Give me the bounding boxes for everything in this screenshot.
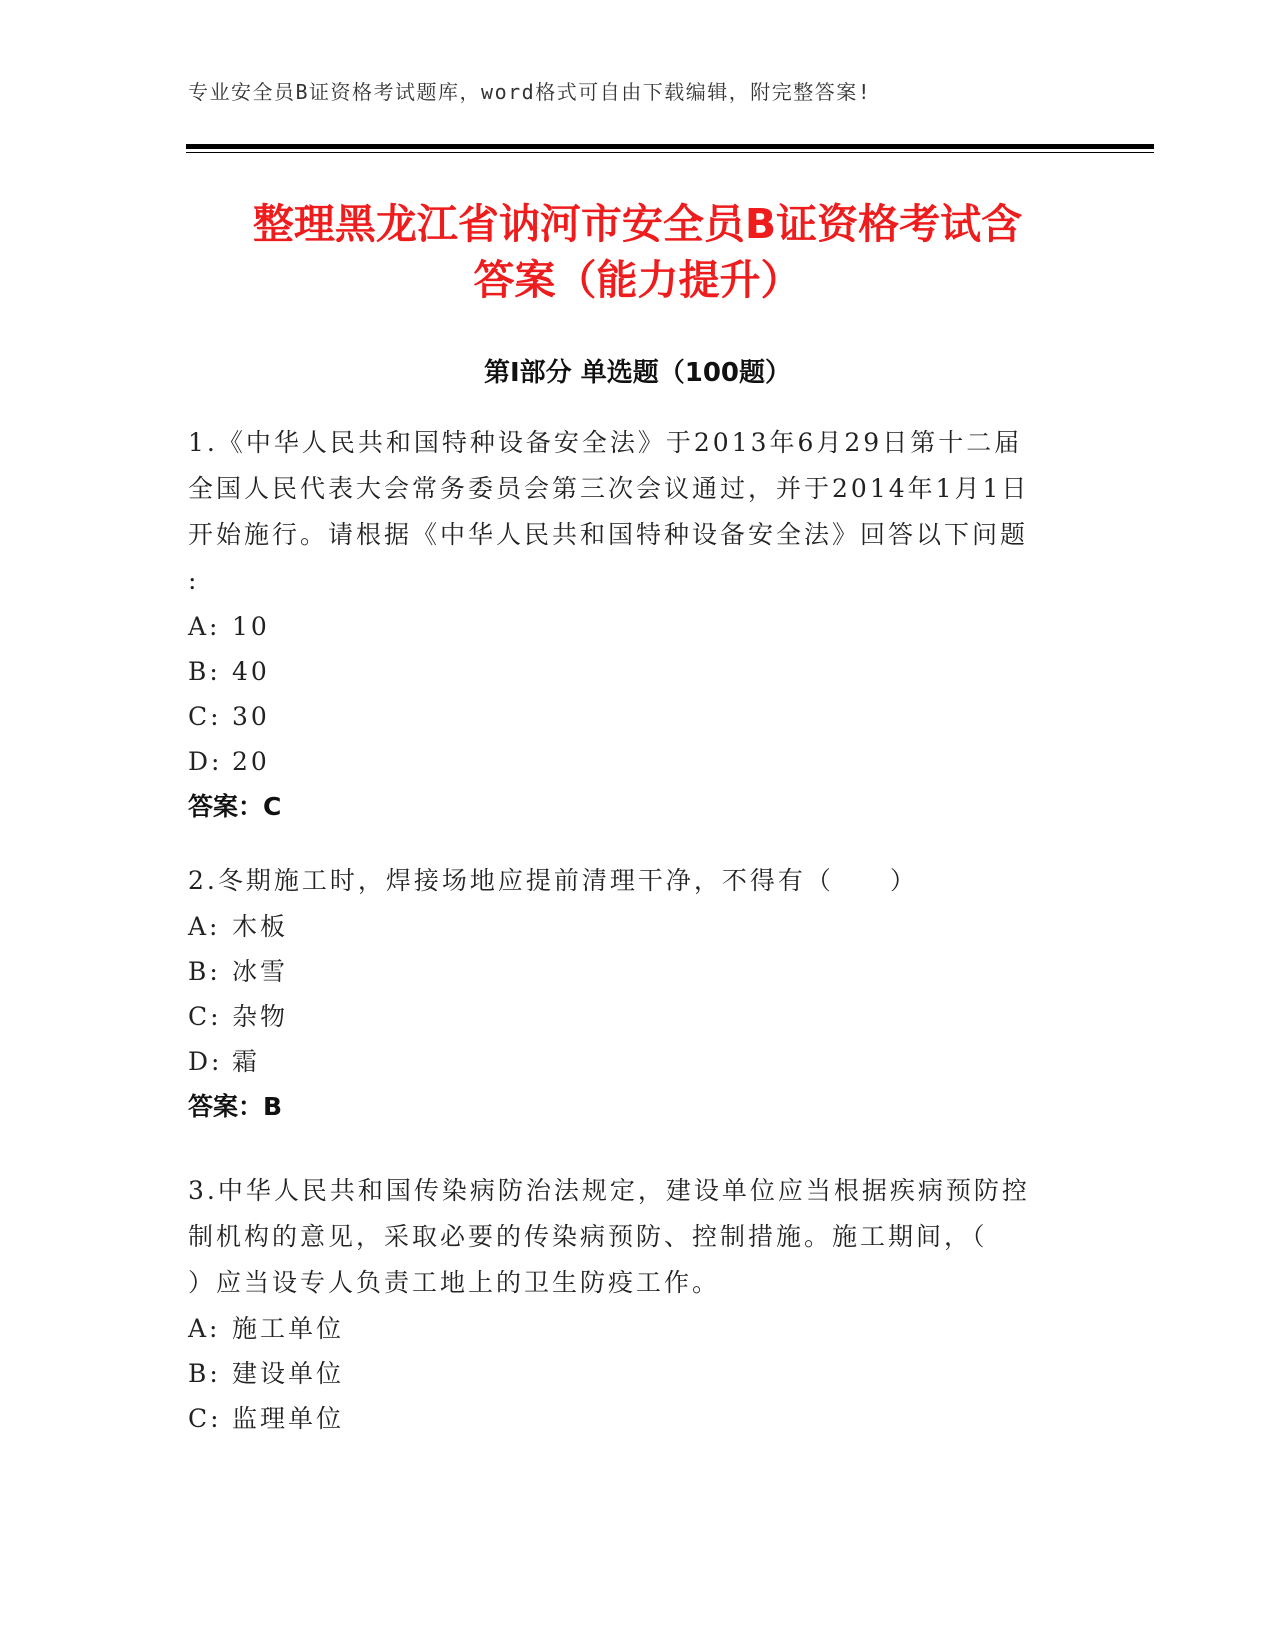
answer: 答案：B (188, 1092, 283, 1121)
option-key: C: (188, 702, 222, 731)
option-a (188, 1306, 1068, 1351)
option-value: 30 (232, 702, 270, 731)
option-key: A: (188, 612, 221, 641)
question-line: 开始施行。请根据《中华人民共和国特种设备安全法》回答以下问题 (188, 520, 1029, 549)
question-1 (188, 420, 1068, 830)
question-line: ）应当设专人负责工地上的卫生防疫工作。 (188, 1268, 721, 1297)
header-rule-thick (186, 144, 1154, 149)
option-key: C: (188, 1404, 222, 1433)
option-key: B: (188, 957, 221, 986)
option-value: 10 (232, 612, 270, 641)
option-value: 建设单位 (232, 1359, 345, 1388)
question-text (188, 1168, 1068, 1306)
option-c (188, 994, 1068, 1039)
document-title (150, 196, 1125, 308)
option-key: B: (188, 1359, 221, 1388)
option-value: 监理单位 (232, 1404, 345, 1433)
question-2 (188, 858, 1068, 1130)
option-a (188, 904, 1068, 949)
question-text (188, 858, 1068, 904)
option-c (188, 694, 1068, 739)
question-line: 3.中华人民共和国传染病防治法规定，建设单位应当根据疾病预防控 (188, 1176, 1030, 1205)
option-a (188, 604, 1068, 649)
answer: 答案：C (188, 792, 282, 821)
option-key: A: (188, 1314, 221, 1343)
question-text (188, 420, 1068, 604)
option-value: 冰雪 (232, 957, 289, 986)
option-key: D: (188, 1047, 223, 1076)
option-value: 40 (232, 657, 270, 686)
option-d (188, 1039, 1068, 1084)
option-key: A: (188, 912, 221, 941)
option-value: 木板 (232, 912, 289, 941)
title-line-1: 整理黑龙江省讷河市安全员B证资格考试含 (252, 200, 1023, 248)
option-key: B: (188, 657, 221, 686)
option-b (188, 1351, 1068, 1396)
option-value: 霜 (232, 1047, 261, 1076)
question-line: 1.《中华人民共和国特种设备安全法》于2013年6月29日第十二届 (188, 428, 1023, 457)
option-c (188, 1396, 1068, 1441)
option-d (188, 739, 1068, 784)
option-value: 杂物 (232, 1002, 289, 1031)
option-key: D: (188, 747, 223, 776)
title-line-2: 答案（能力提升） (473, 256, 802, 304)
option-b (188, 649, 1068, 694)
section-heading: 第Ⅰ部分 单选题（100题） (484, 358, 791, 388)
question-line: : (188, 566, 200, 595)
option-key: C: (188, 1002, 222, 1031)
option-value: 施工单位 (232, 1314, 345, 1343)
header-note: 专业安全员B证资格考试题库，word格式可自由下载编辑，附完整答案! (188, 80, 872, 104)
option-value: 20 (232, 747, 270, 776)
question-3 (188, 1168, 1068, 1441)
option-b (188, 949, 1068, 994)
question-line: 2.冬期施工时，焊接场地应提前清理干净，不得有（ ） (188, 866, 918, 895)
question-line: 全国人民代表大会常务委员会第三次会议通过，并于2014年1月1日 (188, 474, 1030, 503)
header-rule-thin (186, 152, 1154, 153)
question-line: 制机构的意见，采取必要的传染病预防、控制措施。施工期间，（ (188, 1222, 988, 1251)
